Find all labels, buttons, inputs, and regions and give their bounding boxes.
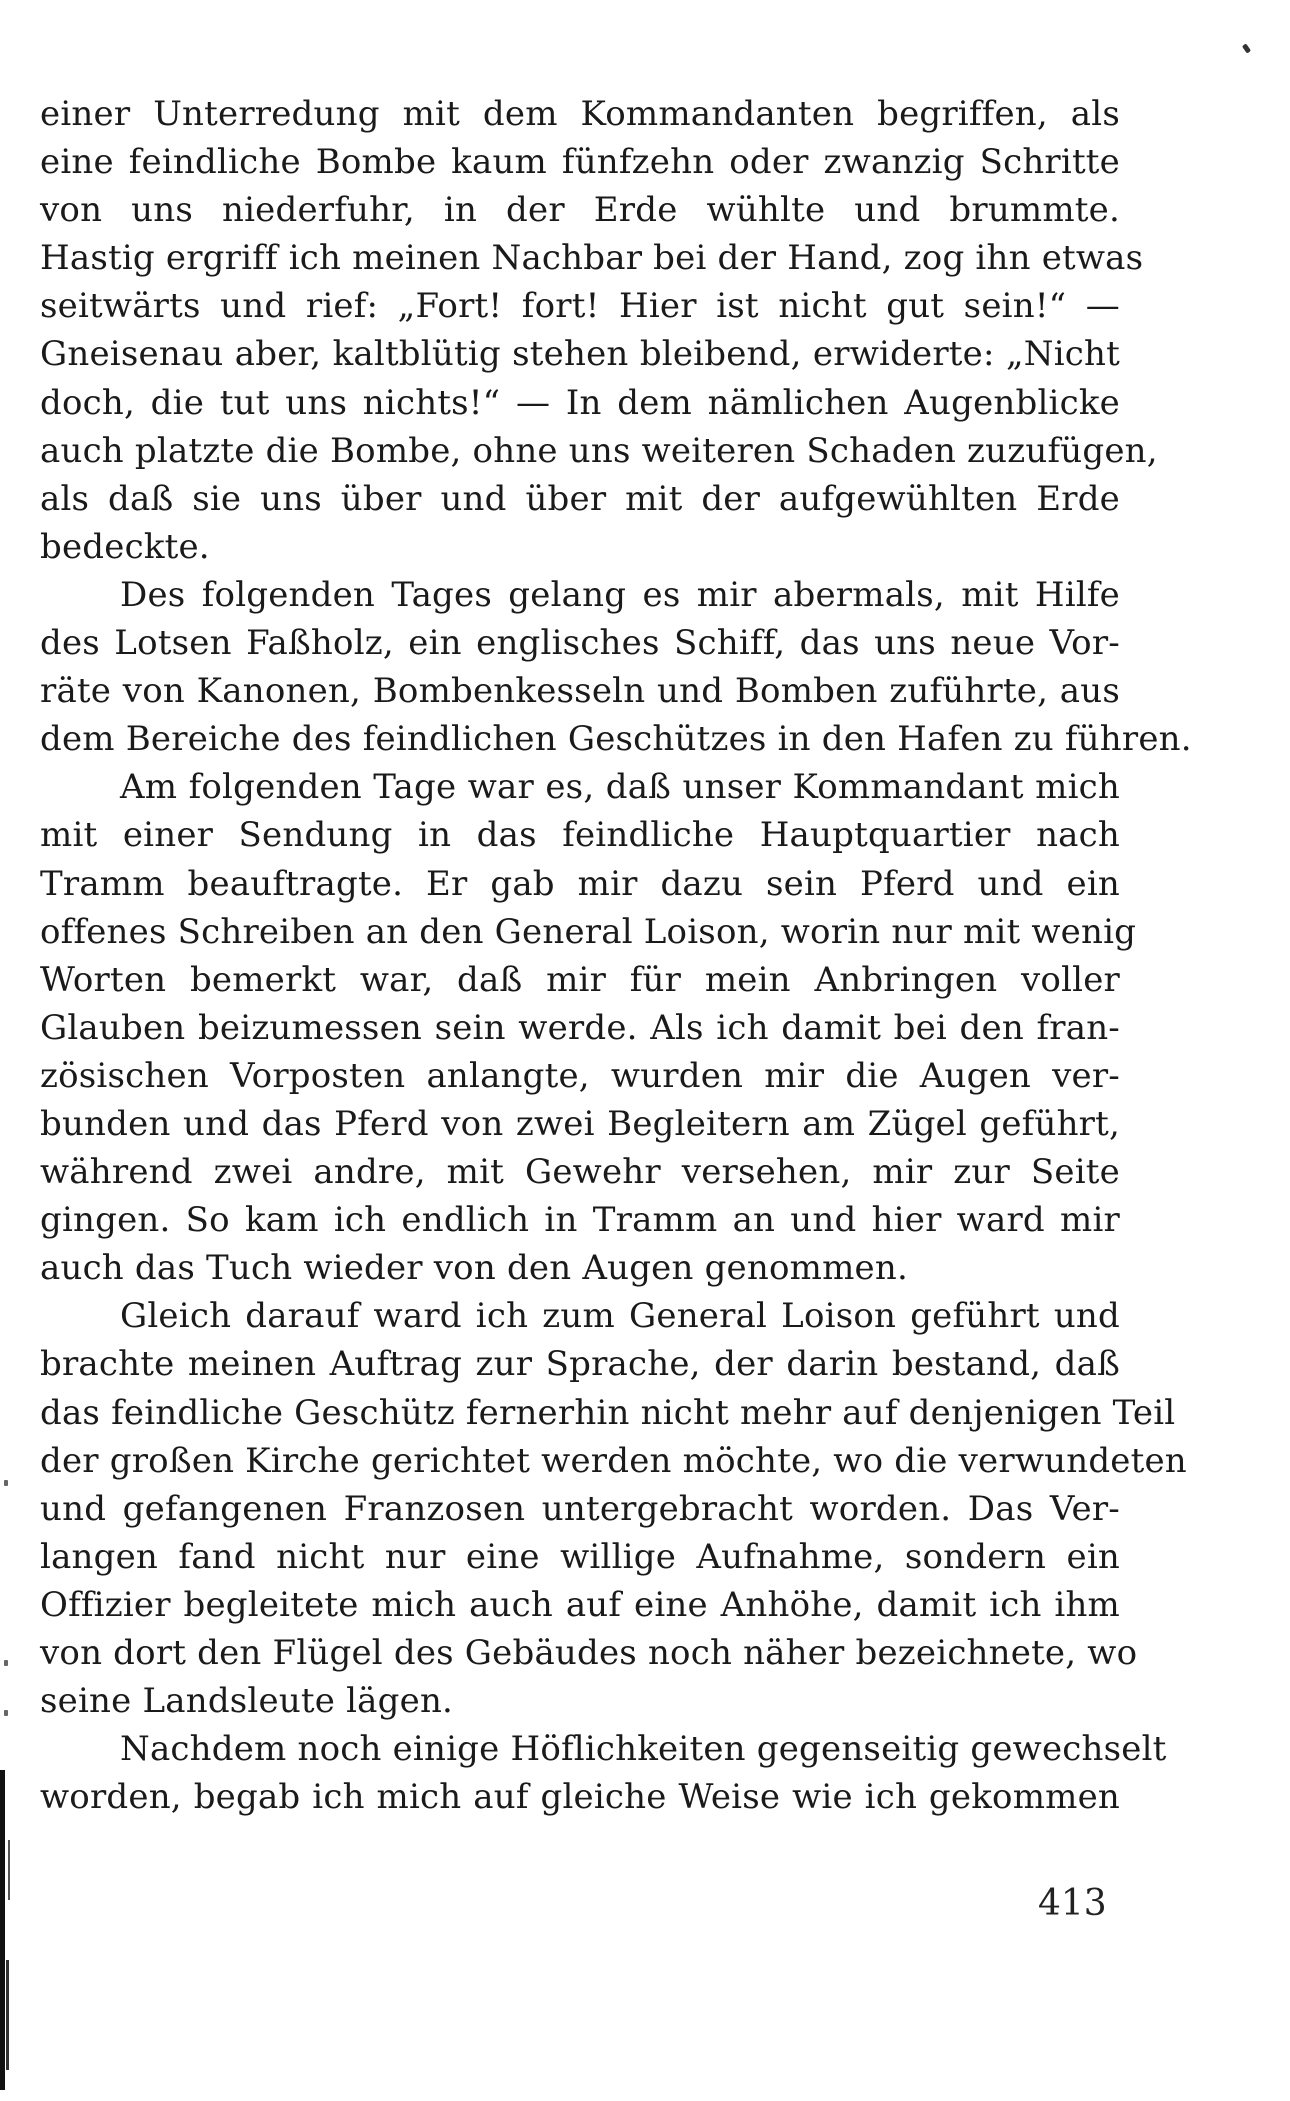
text-line: langen fand nicht nur eine willige Aufnahme, sondern ein xyxy=(40,1536,1120,1577)
text-line: seitwärts und rief: „Fort! fort! Hier ist nicht gut sein!“ — xyxy=(40,286,1120,327)
paragraph-first-line: Am folgenden Tage war es, daß unser Kommandant mich xyxy=(120,767,1120,808)
text-line: als daß sie uns über und über mit der aufgewühlten Erde xyxy=(40,478,1120,519)
text-line: zösischen Vorposten anlangte, wurden mir die Augen ver- xyxy=(40,1055,1120,1096)
text-line: worden, begab ich mich auf gleiche Weise wie ich gekommen xyxy=(40,1777,1120,1818)
scan-speck xyxy=(1242,43,1251,53)
scan-speck xyxy=(4,1660,8,1666)
text-line: Glauben beizumessen sein werde. Als ich damit bei den fran- xyxy=(40,1007,1120,1048)
scan-edge-shadow xyxy=(6,1960,9,2070)
paragraph-first-line: Des folgenden Tages gelang es mir abermals, mit Hilfe xyxy=(120,574,1120,615)
text-line: Gneisenau aber, kaltblütig stehen bleibend, erwiderte: „Nicht xyxy=(40,334,1120,375)
text-line: mit einer Sendung in das feindliche Hauptquartier nach xyxy=(40,815,1120,856)
scan-edge-shadow xyxy=(0,1770,5,2090)
text-line: Worten bemerkt war, daß mir für mein Anbringen voller xyxy=(40,959,1120,1000)
text-line: der großen Kirche gerichtet werden möchte, wo die verwundeten xyxy=(40,1440,1187,1481)
text-line: einer Unterredung mit dem Kommandanten begriffen, als xyxy=(40,94,1120,134)
page-body-text xyxy=(40,90,1192,1821)
scan-speck xyxy=(4,1710,8,1716)
text-line: Offizier begleitete mich auch auf eine Anhöhe, damit ich ihm xyxy=(40,1584,1120,1625)
text-line: dem Bereiche des feindlichen Geschützes in den Hafen zu führen. xyxy=(40,719,1192,760)
text-line: und gefangenen Franzosen untergebracht worden. Das Ver- xyxy=(40,1488,1120,1529)
text-line: brachte meinen Auftrag zur Sprache, der darin bestand, daß xyxy=(40,1344,1120,1385)
scan-edge-shadow xyxy=(8,1840,10,1900)
scan-speck xyxy=(4,1480,8,1486)
text-line: während zwei andre, mit Gewehr versehen, mir zur Seite xyxy=(40,1152,1120,1193)
text-line: doch, die tut uns nichts!“ — In dem nämlichen Augenblicke xyxy=(40,382,1120,423)
text-line: seine Landsleute lägen. xyxy=(40,1681,454,1722)
text-line: auch platzte die Bombe, ohne uns weiteren Schaden zuzufügen, xyxy=(40,430,1158,471)
text-line: räte von Kanonen, Bombenkesseln und Bomben zuführte, aus xyxy=(40,671,1120,712)
text-line: gingen. So kam ich endlich in Tramm an und hier ward mir xyxy=(40,1200,1120,1241)
paragraph-first-line: Gleich darauf ward ich zum General Loison geführt und xyxy=(120,1296,1120,1337)
text-line: Tramm beauftragte. Er gab mir dazu sein Pferd und ein xyxy=(40,863,1120,904)
text-line: bedeckte. xyxy=(40,526,210,567)
text-line: Hastig ergriff ich meinen Nachbar bei der Hand, zog ihn etwas xyxy=(40,238,1144,279)
text-line: eine feindliche Bombe kaum fünfzehn oder zwanzig Schritte xyxy=(40,142,1120,183)
text-line: des Lotsen Faßholz, ein englisches Schiff, das uns neue Vor- xyxy=(40,623,1120,664)
text-line: bunden und das Pferd von zwei Begleitern am Zügel geführt, xyxy=(40,1103,1120,1144)
page-number: 413 xyxy=(1038,1883,1107,1924)
text-line: von dort den Flügel des Gebäudes noch näher bezeichnete, wo xyxy=(40,1633,1138,1673)
text-line: auch das Tuch wieder von den Augen genommen. xyxy=(40,1248,908,1289)
text-line: offenes Schreiben an den General Loison, worin nur mit wenig xyxy=(40,911,1137,952)
text-line: von uns niederfuhr, in der Erde wühlte und brummte. xyxy=(40,190,1120,231)
text-line: das feindliche Geschütz fernerhin nicht mehr auf denjenigen Teil xyxy=(40,1392,1176,1433)
paragraph-first-line: Nachdem noch einige Höflichkeiten gegenseitig gewechselt xyxy=(120,1729,1167,1770)
